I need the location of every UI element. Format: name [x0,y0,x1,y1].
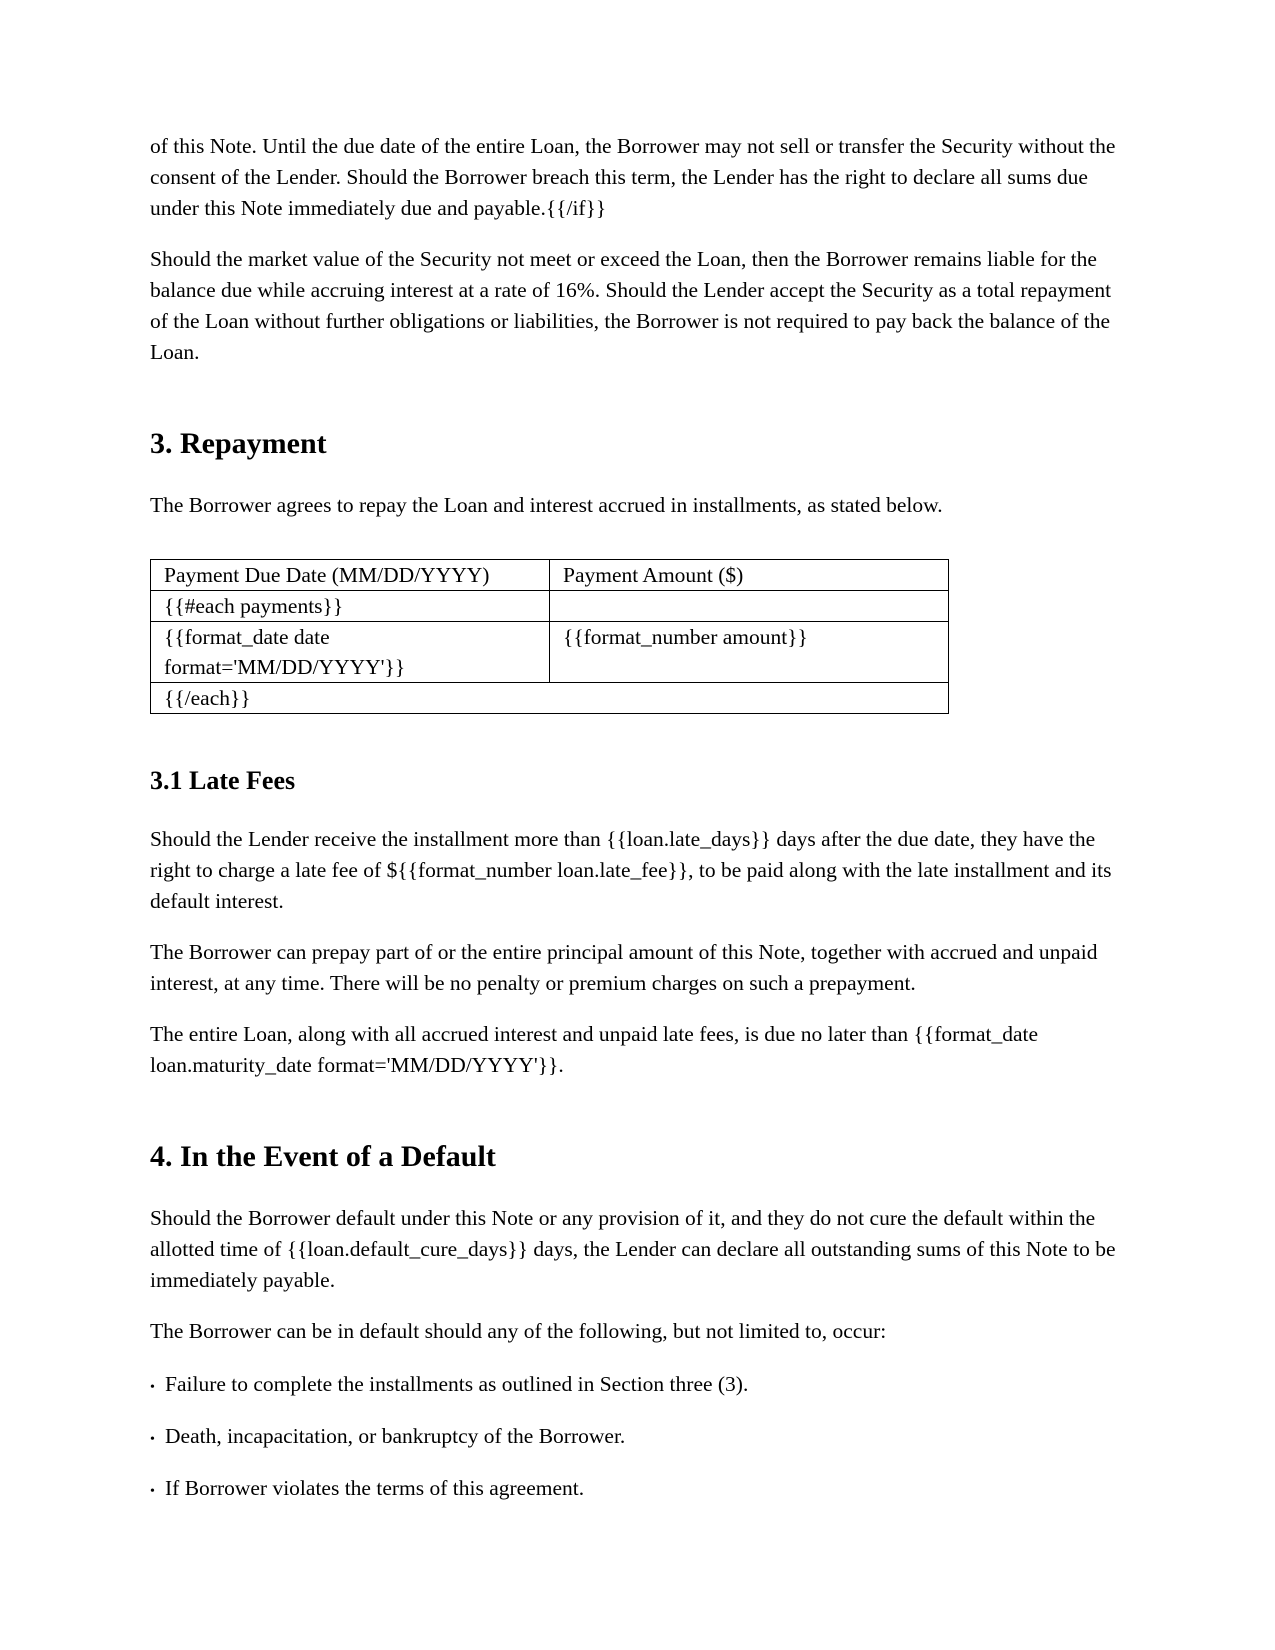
list-item-text: If Borrower violates the terms of this agreement. [165,1476,585,1500]
table-cell-each-close: {{/each}} [151,683,949,714]
table-cell-amount-template: {{format_number amount}} [550,622,949,683]
paragraph-prepayment: The Borrower can prepay part of or the entire principal amount of this Note, together with accrued and unpaid interest, at any time. There will be no penalty or premium charges on such a prepayment. [150,940,1098,995]
heading-repayment: 3. Repayment [150,427,327,460]
list-item-text: Death, incapacitation, or bankruptcy of the Borrower. [165,1424,626,1448]
paragraph-maturity: The entire Loan, along with all accrued interest and unpaid late fees, is due no later than {{format_date loan.maturity_date format='MM/DD/YYYY'}}. [150,1022,1039,1077]
list-item-text: Failure to complete the installments as outlined in Section three (3). [165,1372,749,1396]
list-item-death-bankruptcy [150,1421,1125,1455]
paragraph-repayment-intro: The Borrower agrees to repay the Loan and interest accrued in installments, as stated below. [150,493,943,517]
bullet-icon: • [150,1484,155,1499]
table-cell-empty [550,591,949,622]
paragraph-late-fee-terms: Should the Lender receive the installment more than {{loan.late_days}} days after the due date, they have the right to charge a late fee of ${{format_number loan.late_fee}}, to be paid along with the late installment and its default interest. [150,827,1112,913]
heading-event-of-default: 4. In the Event of a Default [150,1140,496,1173]
heading-late-fees: 3.1 Late Fees [150,766,296,795]
paragraph-market-value: Should the market value of the Security not meet or exceed the Loan, then the Borrower remains liable for the balance due while accruing interest at a rate of 16%. Should the Lender accept the Security as a total repayment of the Loan without further obligations or liabilities, the Borrower is not required to pay back the balance of the Loan. [150,247,1112,364]
payment-schedule-table [150,559,949,714]
table-header-row [151,560,949,591]
list-item-violates-terms [150,1473,1125,1507]
paragraph-security-continuation: of this Note. Until the due date of the entire Loan, the Borrower may not sell or transfer the Security without the consent of the Lender. Should the Borrower breach this term, the Lender has the right to declare all sums due under this Note immediately due and payable.{{/if}} [150,134,1116,220]
table-row [151,683,949,714]
paragraph-default-conditions-intro: The Borrower can be in default should any of the following, but not limited to, occur: [150,1319,887,1343]
bullet-icon: • [150,1432,155,1447]
table-row [151,622,949,683]
table-cell-each-open: {{#each payments}} [151,591,550,622]
table-row [151,591,949,622]
paragraph-default-cure: Should the Borrower default under this Note or any provision of it, and they do not cure the default within the allotted time of {{loan.default_cure_days}} days, the Lender can declare all outstanding sums of this Note to be immediately payable. [150,1206,1116,1292]
table-cell-date-template: {{format_date date format='MM/DD/YYYY'}} [151,622,550,683]
bullet-icon: • [150,1380,155,1395]
list-item-failure-installments [150,1369,1125,1403]
table-header-due-date: Payment Due Date (MM/DD/YYYY) [151,560,550,591]
table-header-amount: Payment Amount ($) [550,560,949,591]
